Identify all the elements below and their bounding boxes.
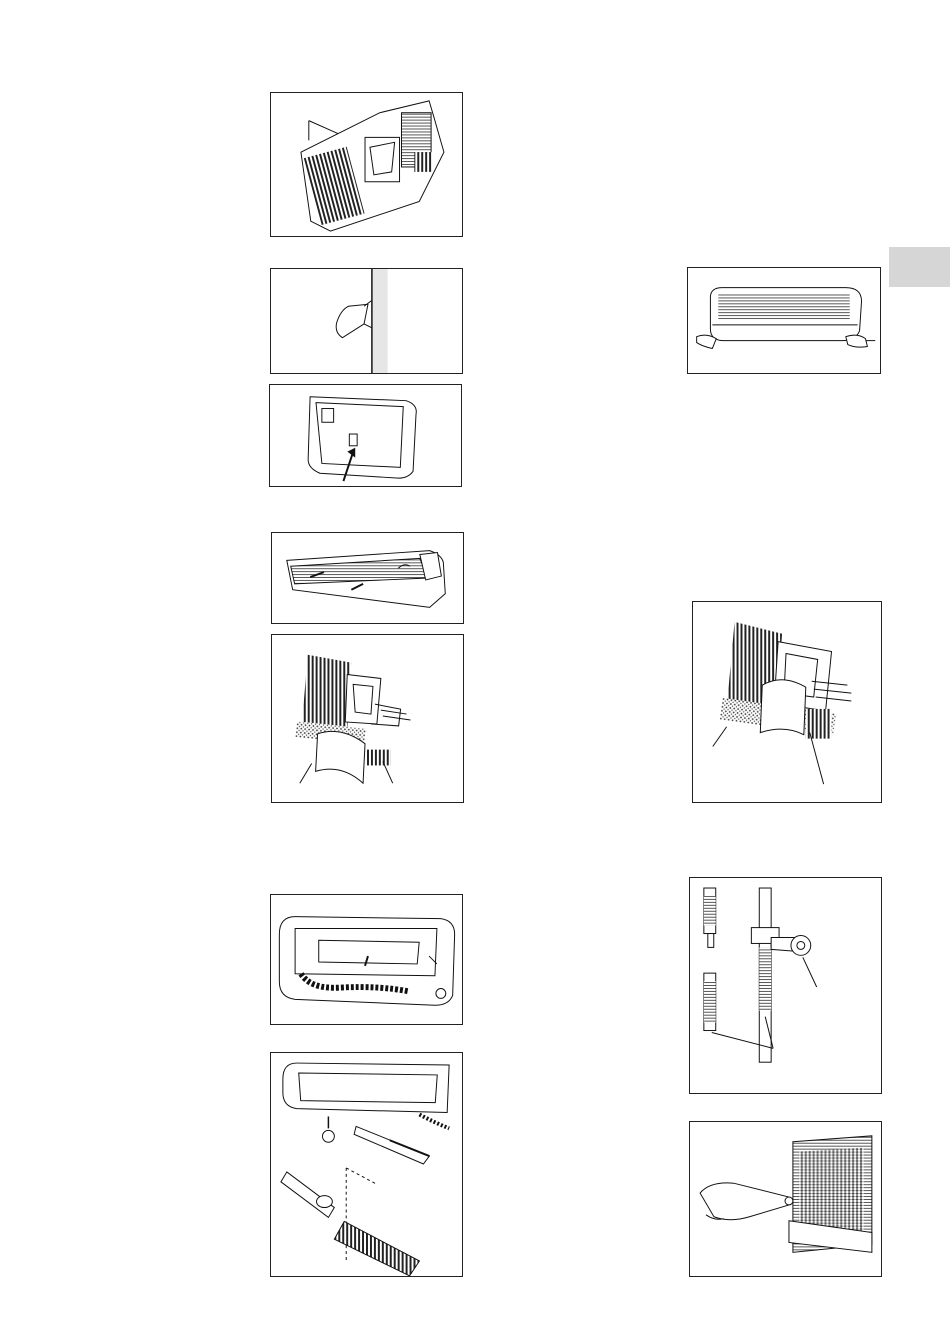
section-tab xyxy=(889,247,950,287)
fig-hand-coil xyxy=(689,1121,882,1277)
fig-top-unit-cutaway xyxy=(270,92,463,237)
fig-wall-clip xyxy=(270,268,463,374)
fig-drain-cap-screwdriver xyxy=(270,1052,463,1277)
fig-front-panel-tab xyxy=(269,384,462,487)
fig-unit-front-hands xyxy=(687,267,881,374)
fig-grille-removal xyxy=(271,532,464,624)
fig-insulation-left xyxy=(271,634,464,803)
fig-pipe-connectors xyxy=(689,877,882,1094)
fig-drain-hose xyxy=(270,894,463,1025)
fig-insulation-right xyxy=(692,601,882,803)
